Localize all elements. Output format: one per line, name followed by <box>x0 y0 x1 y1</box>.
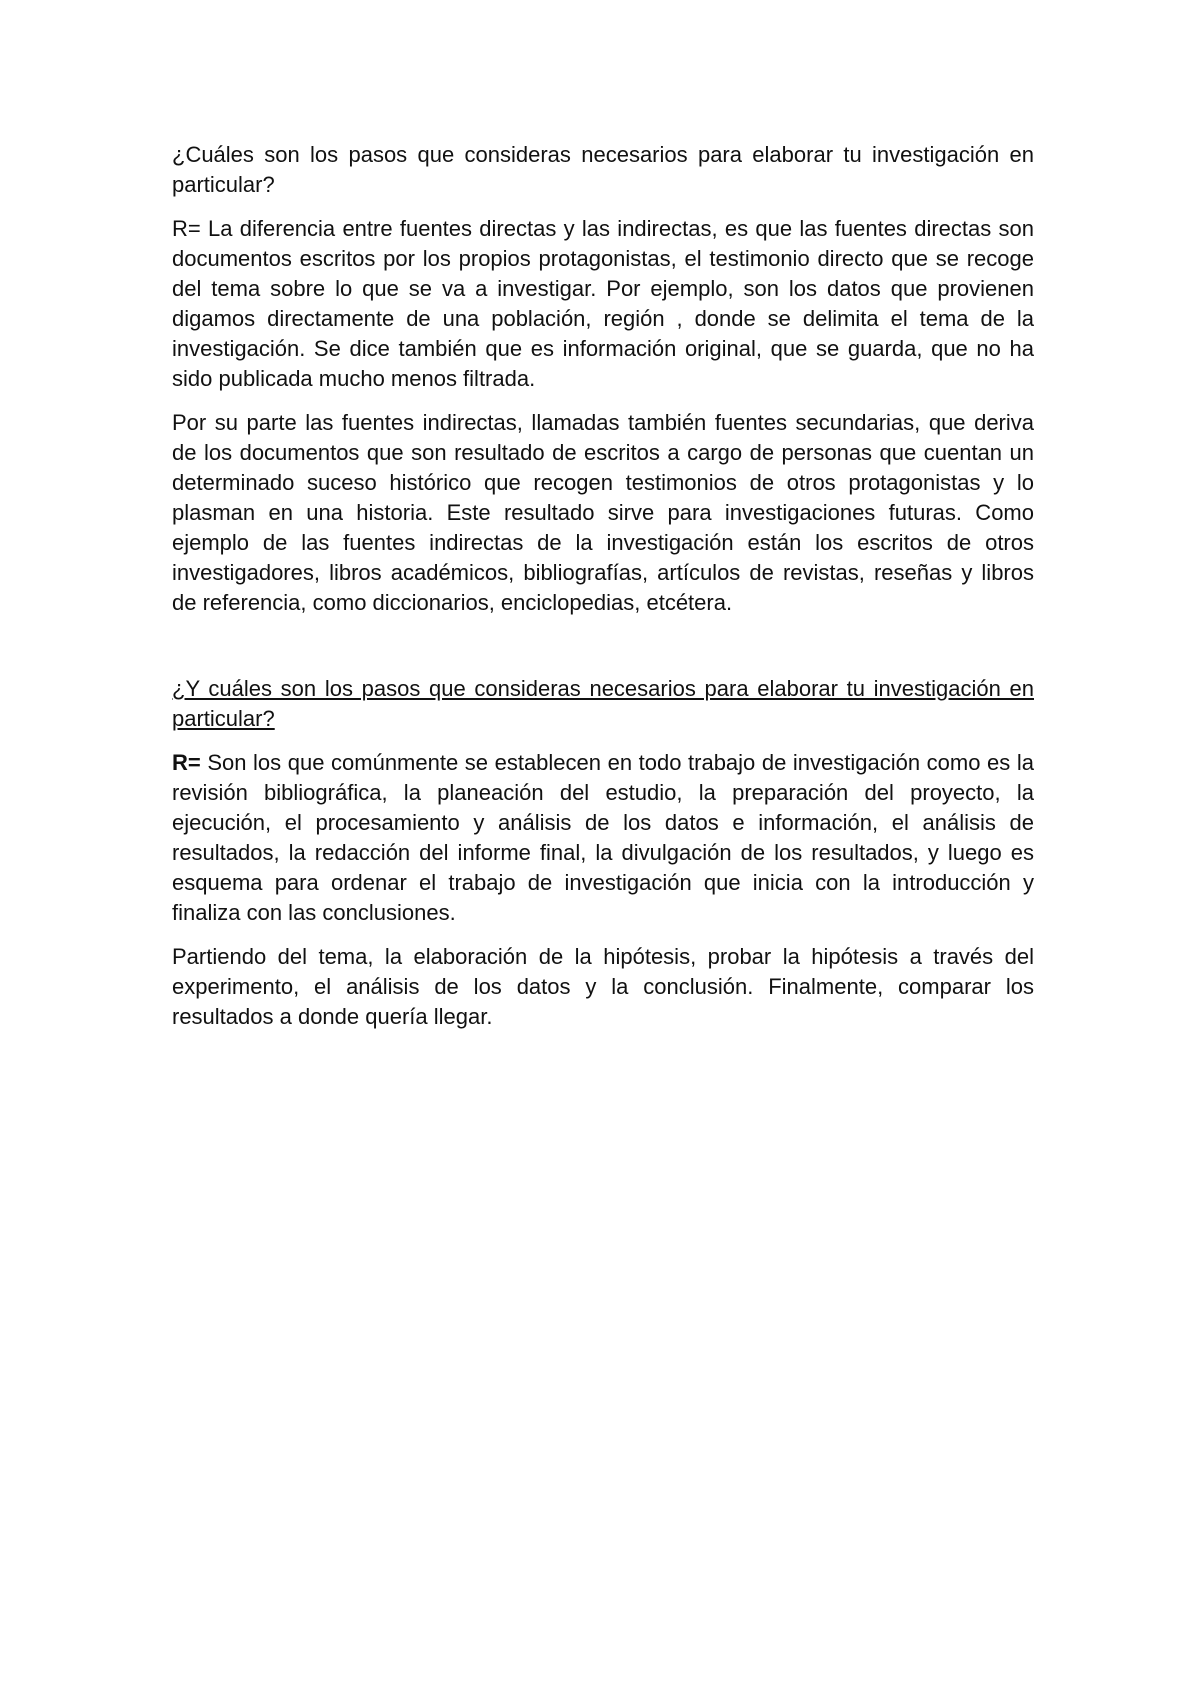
answer-2-text: Son los que comúnmente se establecen en todo trabajo de investigación como es la revisión bibliográfica, la planeación del estudio, la preparación del proyecto, la ejecución, el procesamiento y análisis de los datos e información, el análisis de resultados, la redacción del informe final, la divulgación de los resultados, y luego es esquema para ordenar el trabajo de investigación que inicia con la introducción y finaliza con las conclusiones. <box>172 750 1034 925</box>
document-body <box>172 140 1034 1046</box>
question-2: ¿Y cuáles son los pasos que consideras necesarios para elaborar tu investigación en particular? <box>172 676 1034 731</box>
section-spacer <box>172 632 1034 674</box>
answer-2-paragraph-2: Partiendo del tema, la elaboración de la hipótesis, probar la hipótesis a través del experimento, el análisis de los datos y la conclusión. Finalmente, comparar los resultados a donde quería llegar. <box>172 944 1034 1029</box>
answer-1-paragraph-1: R= La diferencia entre fuentes directas y las indirectas, es que las fuentes directas son documentos escritos por los propios protagonistas, el testimonio directo que se recoge del tema sobre lo que se va a investigar. Por ejemplo, son los datos que provienen digamos directamente de una población, región , donde se delimita el tema de la investigación. Se dice también que es información original, que se guarda, que no ha sido publicada mucho menos filtrada. <box>172 216 1034 391</box>
answer-1-paragraph-2: Por su parte las fuentes indirectas, llamadas también fuentes secundarias, que deriva de los documentos que son resultado de escritos a cargo de personas que cuentan un determinado suceso histórico que recogen testimonios de otros protagonistas y lo plasman en una historia. Este resultado sirve para investigaciones futuras. Como ejemplo de las fuentes indirectas de la investigación están los escritos de otros investigadores, libros académicos, bibliografías, artículos de revistas, reseñas y libros de referencia, como diccionarios, enciclopedias, etcétera. <box>172 410 1034 615</box>
answer-2-paragraph-1 <box>172 748 1034 928</box>
answer-prefix: R= <box>172 750 201 775</box>
question-1: ¿Cuáles son los pasos que consideras necesarios para elaborar tu investigación en particular? <box>172 142 1034 197</box>
